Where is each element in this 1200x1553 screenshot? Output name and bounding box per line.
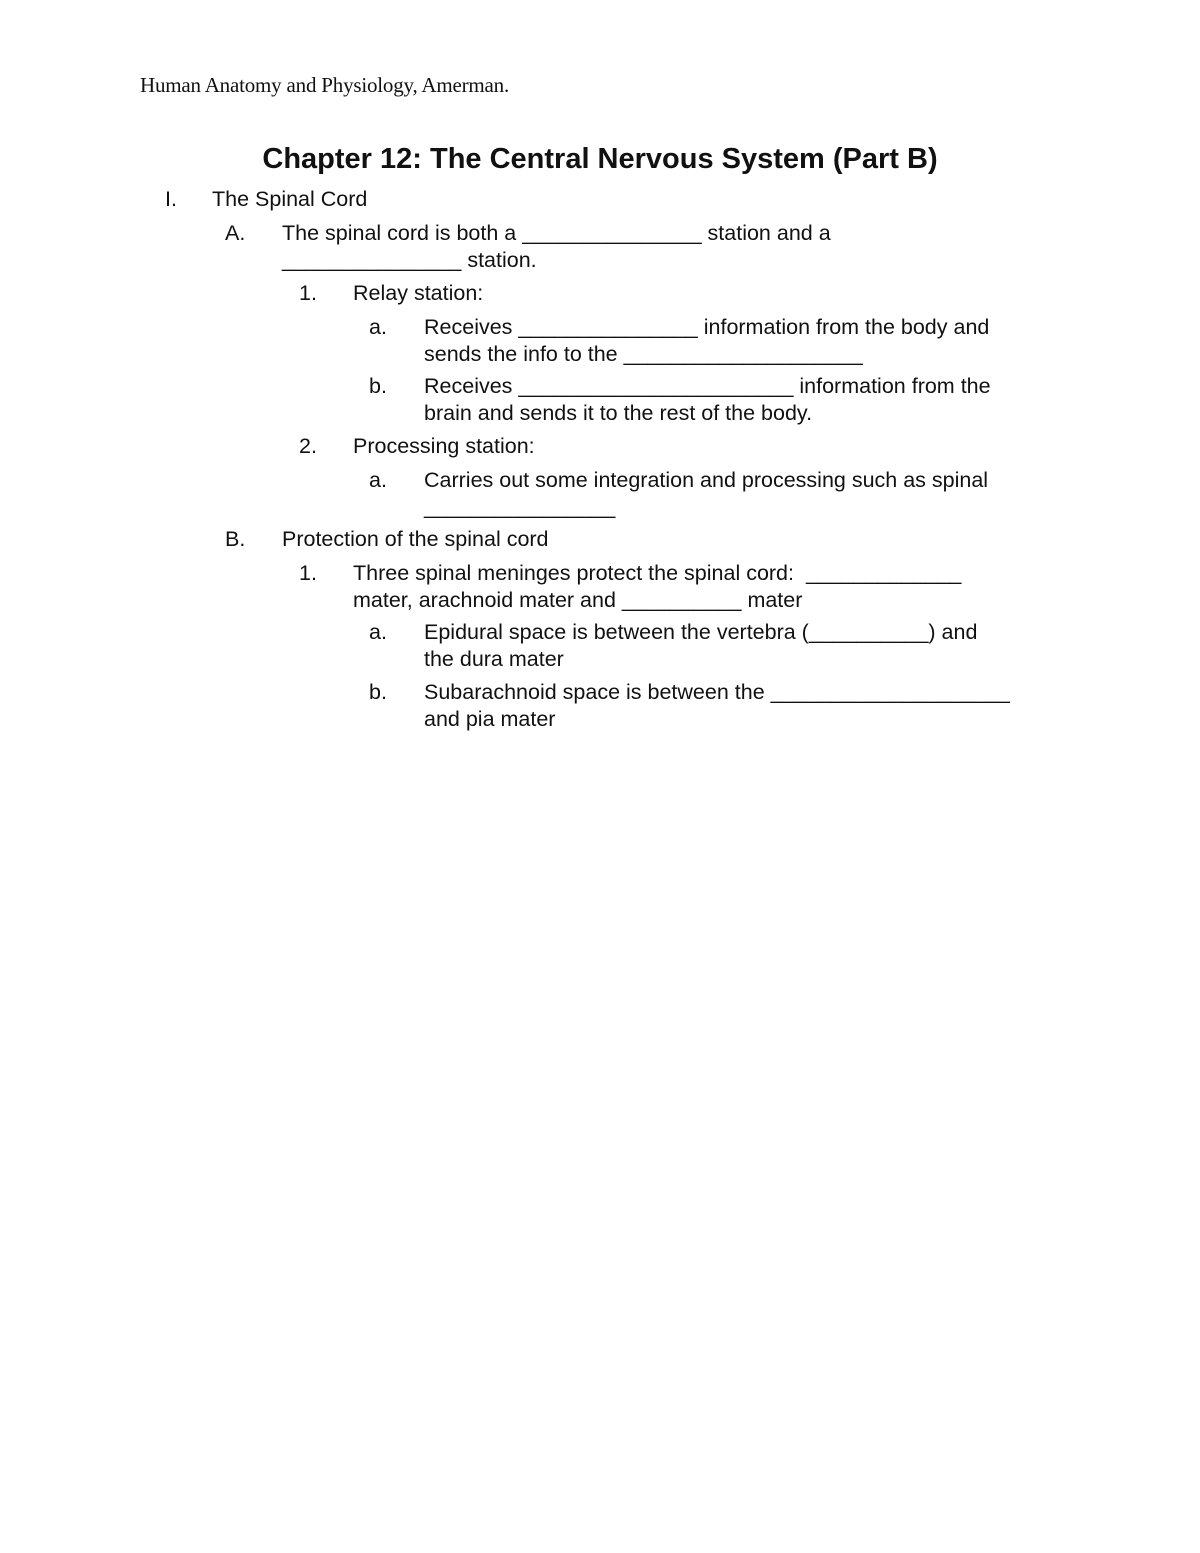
outline-text-line1: Carries out some integration and processing such as spinal: [424, 468, 989, 492]
chapter-title: Chapter 12: The Central Nervous System (Part B): [262, 143, 938, 175]
outline-text-line2: brain and sends it to the rest of the body.: [424, 401, 813, 425]
outline-text-line1: The spinal cord is both a _______________ station and a: [282, 221, 831, 245]
outline-text-line2: the dura mater: [424, 647, 564, 671]
outline-text-line1: Subarachnoid space is between the ____________________: [424, 680, 1010, 704]
outline-text-line2: and pia mater: [424, 707, 556, 731]
outline-marker: b.: [369, 374, 387, 398]
outline-marker: 2.: [299, 434, 317, 458]
outline-marker: a.: [369, 620, 387, 644]
outline-marker: a.: [369, 468, 387, 492]
outline-marker: I.: [165, 187, 177, 211]
outline-marker: a.: [369, 315, 387, 339]
outline-text-line2: sends the info to the ____________________: [424, 342, 863, 366]
outline-text-line2: ________________: [424, 495, 616, 519]
outline-text-line2: mater, arachnoid mater and __________ mater: [353, 588, 803, 612]
outline-text-line1: Receives _______________________ information from the: [424, 374, 991, 398]
outline-marker: 1.: [299, 281, 317, 305]
outline-marker: 1.: [299, 561, 317, 585]
outline-text: The Spinal Cord: [212, 187, 368, 211]
outline-text: Relay station:: [353, 281, 484, 305]
outline-marker: A.: [225, 221, 246, 245]
outline-marker: B.: [225, 527, 246, 551]
outline-text-line1: Three spinal meninges protect the spinal cord: _____________: [353, 561, 962, 585]
outline-text: Protection of the spinal cord: [282, 527, 549, 551]
document-header: Human Anatomy and Physiology, Amerman.: [140, 73, 510, 97]
outline-text-line1: Epidural space is between the vertebra (__________) and: [424, 620, 978, 644]
outline-text-line1: Receives _______________ information from the body and: [424, 315, 990, 339]
outline-text-line2: _______________ station.: [282, 248, 537, 272]
outline-text: Processing station:: [353, 434, 535, 458]
outline-marker: b.: [369, 680, 387, 704]
